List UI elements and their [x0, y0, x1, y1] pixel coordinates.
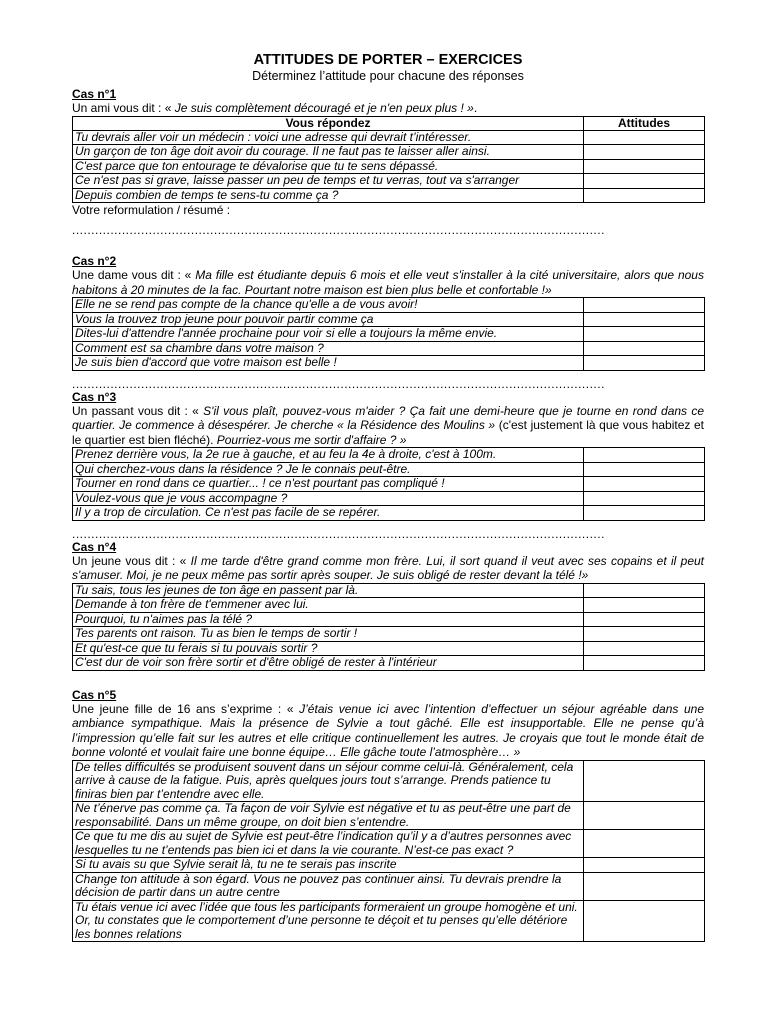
response-text: Comment est sa chambre dans votre maison ?: [73, 341, 584, 356]
table-row: [73, 900, 705, 942]
case-title: Cas n°2: [72, 254, 117, 268]
response-text: C'est parce que ton entourage te dévalorise que tu te sens dépassé.: [73, 159, 584, 174]
table-row: [73, 327, 705, 342]
attitude-cell[interactable]: [584, 656, 705, 671]
attitude-cell[interactable]: [584, 491, 705, 506]
intro-quote: S'il vous plaît, pouvez-vous m'aider ? Ça fait une demi-heure que je tourne en rond dans ce quartier. Je commence à désespérer. Je cherche « la Résidence des Moulins »: [72, 403, 705, 432]
attitude-cell[interactable]: [584, 900, 705, 942]
response-text: C'est dur de voir son frère sortir et d'être obligé de rester à l'intérieur: [73, 656, 584, 671]
case-5: [72, 689, 704, 943]
table-row: [73, 312, 705, 327]
intro-quote: J’étais venue ici avec l’intention d’effectuer un séjour agréable dans une ambiance sympathique. Mais la présence de Sylvie a tout gâché. Elle est insupportable. Elle ne pense qu’à l’impression qu’elle fait sur les autres et elle critique continuellement les autres. Je croyais que tout le monde était de bonne volonté et voulait faire une bonne équipe… Elle gâche toute l’atmosphère… »: [72, 701, 704, 759]
table-row: [73, 830, 705, 858]
case-title: Cas n°4: [72, 539, 117, 554]
intro-text: Une dame vous dit : «: [72, 268, 196, 282]
attitude-cell[interactable]: [584, 312, 705, 327]
attitude-cell[interactable]: [584, 448, 705, 463]
intro-text: Une jeune fille de 16 ans s’exprime : «: [72, 701, 300, 716]
table-row: [73, 612, 705, 627]
response-text: Et qu'est-ce que tu ferais si tu pouvais sortir ?: [73, 641, 584, 656]
response-text: Depuis combien de temps te sens-tu comme ça ?: [73, 188, 584, 203]
case-title: Cas n°1: [72, 87, 117, 101]
attitude-cell[interactable]: [584, 598, 705, 613]
case-intro: [72, 702, 704, 760]
attitude-cell[interactable]: [584, 641, 705, 656]
intro-tail: (c'est justement là que vous habitez et le quartier est bien fléché).: [72, 418, 704, 447]
table-row: [73, 159, 705, 174]
intro-quote: Je suis complètement découragé et je n'en peux plus ! »: [174, 101, 474, 115]
attitude-cell[interactable]: [584, 612, 705, 627]
case-4: [72, 541, 704, 671]
table-row: [73, 802, 705, 830]
response-text: Prenez derrière vous, la 2e rue à gauche, et au feu la 4e à droite, c'est à 100m.: [73, 448, 584, 463]
header-response: Vous répondez: [73, 116, 584, 130]
responses-table: [72, 297, 705, 371]
response-text: Dites-lui d'attendre l'année prochaine pour voir si elle a toujours la même envie.: [73, 327, 584, 342]
attitude-cell[interactable]: [584, 356, 705, 371]
document-title: ATTITUDES DE PORTER – EXERCICES: [253, 52, 523, 68]
table-header-row: [73, 116, 705, 130]
table-row: [73, 174, 705, 189]
table-row: [73, 583, 705, 598]
response-text: Tes parents ont raison. Tu as bien le temps de sortir !: [73, 627, 584, 642]
response-text: Tu sais, tous les jeunes de ton âge en passent par là.: [73, 583, 584, 598]
table-row: [73, 145, 705, 160]
attitude-cell[interactable]: [584, 145, 705, 160]
table-row: [73, 656, 705, 671]
case-intro: [72, 101, 704, 116]
table-row: [73, 627, 705, 642]
table-row: [73, 477, 705, 492]
response-text: Demande à ton frère de t'emmener avec lui.: [73, 598, 584, 613]
case-title: Cas n°3: [72, 389, 117, 404]
case-2: [72, 255, 704, 391]
response-text: Tu devrais aller voir un médecin : voici une adresse qui devrait t’intéresser.: [73, 130, 584, 145]
attitude-cell[interactable]: [584, 462, 705, 477]
attitude-cell[interactable]: [584, 477, 705, 492]
table-row: [73, 598, 705, 613]
document-subtitle: Déterminez l’attitude pour chacune des réponses: [252, 69, 524, 83]
response-text: Je suis bien d'accord que votre maison est belle !: [73, 356, 584, 371]
attitude-cell[interactable]: [584, 327, 705, 342]
table-row: [73, 188, 705, 203]
response-text: Change ton attitude à son égard. Vous ne pouvez pas continuer ainsi. Tu devrais prendre la décision de partir dans un autre centre: [73, 872, 584, 900]
attitude-cell[interactable]: [584, 627, 705, 642]
case-intro: [72, 554, 704, 583]
response-text: Un garçon de ton âge doit avoir du courage. Il ne faut pas te laisser aller ainsi.: [73, 145, 584, 160]
response-text: Qui cherchez-vous dans la résidence ? Je le connais peut-être.: [73, 462, 584, 477]
response-text: Tu étais venue ici avec l’idée que tous les participants formeraient un groupe homogène et uni. Or, tu constates que le comportement d’une personne te déçoit et tu penses qu’elle détériore les bonnes relations: [73, 900, 584, 942]
attitude-cell[interactable]: [584, 802, 705, 830]
response-text: Si tu avais su que Sylvie serait là, tu ne te serais pas inscrite: [73, 858, 584, 873]
attitude-cell[interactable]: [584, 872, 705, 900]
attitude-cell[interactable]: [584, 760, 705, 802]
attitude-cell[interactable]: [584, 159, 705, 174]
response-text: Il y a trop de circulation. Ce n'est pas facile de se repérer.: [73, 506, 584, 521]
case-intro: [72, 268, 704, 297]
response-text: Ce que tu me dis au sujet de Sylvie est peut-être l’indication qu’il y a d’autres personnes avec lesquelles tu ne t’entends pas bien ici et dans la vie courante. N’est-ce pas exact ?: [73, 830, 584, 858]
responses-table: [72, 116, 705, 204]
attitude-cell[interactable]: [584, 298, 705, 313]
reformulation-label: Votre reformulation / résumé :: [72, 203, 231, 217]
intro-quote-end: Pourriez-vous me sortir d'affaire ? »: [216, 432, 407, 447]
table-row: [73, 130, 705, 145]
case-title: Cas n°5: [72, 687, 117, 702]
table-row: [73, 462, 705, 477]
responses-table: [72, 760, 705, 943]
response-text: Tourner en rond dans ce quartier... ! ce n'est pourtant pas compliqué !: [73, 477, 584, 492]
intro-text: Un passant vous dit : «: [72, 403, 204, 418]
attitude-cell[interactable]: [584, 858, 705, 873]
responses-table: [72, 583, 705, 671]
response-text: Vous la trouvez trop jeune pour pouvoir partir comme ça: [73, 312, 584, 327]
intro-quote: Il me tarde d'être grand comme mon frère. Lui, il sort quand il veut avec ses copains et il peut s'amuser. Moi, je ne peux même pas sortir après souper. Je suis obligé de rester devant la télé !»: [72, 553, 704, 582]
case-1: [72, 88, 704, 237]
table-row: [73, 448, 705, 463]
attitude-cell[interactable]: [584, 188, 705, 203]
attitude-cell[interactable]: [584, 130, 705, 145]
attitude-cell[interactable]: [584, 341, 705, 356]
intro-text: Un jeune vous dit : «: [72, 553, 191, 568]
response-text: Voulez-vous que je vous accompagne ?: [73, 491, 584, 506]
response-text: Ce n'est pas si grave, laisse passer un peu de temps et tu verras, tout va s'arranger: [73, 174, 584, 189]
header-attitude: Attitudes: [584, 116, 705, 130]
table-row: [73, 356, 705, 371]
dotted-answer-line[interactable]: ...........................................................................................................................................: [72, 526, 605, 541]
case-3: [72, 391, 704, 541]
attitude-cell[interactable]: [584, 506, 705, 521]
responses-table: [72, 447, 705, 521]
table-row: [73, 298, 705, 313]
document-content: [72, 52, 704, 942]
intro-tail: .: [473, 101, 478, 115]
intro-text: Un ami vous dit : «: [72, 101, 175, 115]
table-row: [73, 506, 705, 521]
table-row: [73, 491, 705, 506]
dotted-answer-line[interactable]: ...........................................................................................................................................: [72, 376, 605, 391]
response-text: Pourquoi, tu n'aimes pas la télé ?: [73, 612, 584, 627]
table-row: [73, 641, 705, 656]
attitude-cell[interactable]: [584, 830, 705, 858]
response-text: Elle ne se rend pas compte de la chance qu'elle a de vous avoir!: [73, 298, 584, 313]
table-row: [73, 760, 705, 802]
intro-quote: Ma fille est étudiante depuis 6 mois et elle veut s'installer à la cité universitaire, alors que nous habitons à 20 minutes de la fac. Pourtant notre maison est bien plus belle et confortable !»: [72, 268, 704, 297]
response-text: Ne t’énerve pas comme ça. Ta façon de voir Sylvie est négative et tu as peut-être une part de responsabilité. Dans un même groupe, on doit bien s’entendre.: [73, 802, 584, 830]
case-intro: [72, 404, 704, 448]
table-row: [73, 858, 705, 873]
dotted-answer-line[interactable]: ...........................................................................................................................................: [72, 223, 605, 237]
attitude-cell[interactable]: [584, 174, 705, 189]
response-text: De telles difficultés se produisent souvent dans un séjour comme celui-là. Généralement, cela arrive à cause de la fatigue. Puis, après quelques jours tout s’arrange. Prends patience tu finiras bien par t’entendre avec elle.: [73, 760, 584, 802]
table-row: [73, 872, 705, 900]
table-row: [73, 341, 705, 356]
attitude-cell[interactable]: [584, 583, 705, 598]
